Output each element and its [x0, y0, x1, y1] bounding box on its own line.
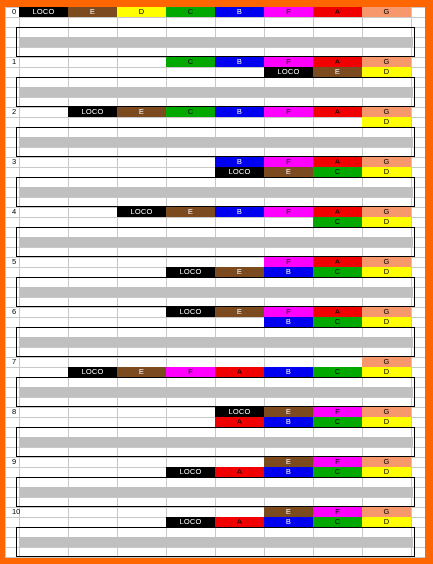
- wagon-cell-g[interactable]: G: [362, 57, 411, 67]
- column-gridline: [5, 7, 6, 558]
- wagon-cell-f[interactable]: F: [264, 257, 313, 267]
- wagon-cell-b[interactable]: B: [264, 317, 313, 327]
- wagon-cell-a[interactable]: A: [313, 57, 362, 67]
- step-number: 2: [12, 107, 17, 116]
- wagon-cell-c[interactable]: C: [166, 57, 215, 67]
- wagon-cell-f[interactable]: F: [264, 307, 313, 317]
- track-bar: [19, 187, 413, 197]
- wagon-cell-a[interactable]: A: [215, 467, 264, 477]
- wagon-cell-g[interactable]: G: [362, 207, 411, 217]
- wagon-cell-f[interactable]: F: [264, 7, 313, 17]
- wagon-cell-b[interactable]: B: [215, 157, 264, 167]
- wagon-cell-f[interactable]: F: [166, 367, 215, 377]
- wagon-cell-b[interactable]: B: [215, 57, 264, 67]
- wagon-cell-f[interactable]: F: [313, 457, 362, 467]
- wagon-cell-c[interactable]: C: [313, 167, 362, 177]
- wagon-cell-b[interactable]: B: [264, 367, 313, 377]
- wagon-cell-d[interactable]: D: [362, 417, 411, 427]
- step-number: 7: [12, 357, 17, 366]
- step-number: 1: [12, 57, 17, 66]
- track-bar: [19, 437, 413, 447]
- wagon-cell-f[interactable]: F: [313, 507, 362, 517]
- wagon-cell-b[interactable]: B: [215, 7, 264, 17]
- wagon-cell-a[interactable]: A: [313, 107, 362, 117]
- wagon-cell-e[interactable]: E: [68, 7, 117, 17]
- wagon-cell-g[interactable]: G: [362, 157, 411, 167]
- wagon-cell-c[interactable]: C: [313, 467, 362, 477]
- wagon-cell-a[interactable]: A: [215, 417, 264, 427]
- track-bar: [19, 487, 413, 497]
- wagon-cell-c[interactable]: C: [313, 317, 362, 327]
- wagon-cell-f[interactable]: F: [264, 157, 313, 167]
- step-number: 9: [12, 457, 17, 466]
- wagon-cell-e[interactable]: E: [117, 107, 166, 117]
- locomotive-cell[interactable]: LOCO: [68, 107, 117, 117]
- track-bar: [19, 87, 413, 97]
- wagon-cell-c[interactable]: C: [313, 367, 362, 377]
- locomotive-cell[interactable]: LOCO: [166, 267, 215, 277]
- wagon-cell-c[interactable]: C: [313, 267, 362, 277]
- locomotive-cell[interactable]: LOCO: [215, 407, 264, 417]
- locomotive-cell[interactable]: LOCO: [166, 307, 215, 317]
- wagon-cell-a[interactable]: A: [313, 157, 362, 167]
- wagon-cell-g[interactable]: G: [362, 307, 411, 317]
- locomotive-cell[interactable]: LOCO: [215, 167, 264, 177]
- wagon-cell-b[interactable]: B: [264, 517, 313, 527]
- wagon-cell-d[interactable]: D: [362, 367, 411, 377]
- wagon-cell-e[interactable]: E: [166, 207, 215, 217]
- track-bar: [19, 337, 413, 347]
- wagon-cell-f[interactable]: F: [264, 57, 313, 67]
- locomotive-cell[interactable]: LOCO: [166, 467, 215, 477]
- wagon-cell-b[interactable]: B: [264, 267, 313, 277]
- wagon-cell-f[interactable]: F: [264, 207, 313, 217]
- wagon-cell-g[interactable]: G: [362, 357, 411, 367]
- wagon-cell-e[interactable]: E: [264, 407, 313, 417]
- locomotive-cell[interactable]: LOCO: [264, 67, 313, 77]
- wagon-cell-d[interactable]: D: [362, 267, 411, 277]
- wagon-cell-c[interactable]: C: [166, 7, 215, 17]
- spreadsheet-sheet: [5, 7, 425, 558]
- wagon-cell-e[interactable]: E: [117, 367, 166, 377]
- wagon-cell-e[interactable]: E: [264, 507, 313, 517]
- wagon-cell-b[interactable]: B: [264, 467, 313, 477]
- wagon-cell-a[interactable]: A: [215, 517, 264, 527]
- wagon-cell-a[interactable]: A: [313, 207, 362, 217]
- track-bar: [19, 237, 413, 247]
- wagon-cell-d[interactable]: D: [362, 317, 411, 327]
- wagon-cell-b[interactable]: B: [264, 417, 313, 427]
- wagon-cell-d[interactable]: D: [362, 517, 411, 527]
- step-number: 5: [12, 257, 17, 266]
- wagon-cell-g[interactable]: G: [362, 407, 411, 417]
- wagon-cell-g[interactable]: G: [362, 257, 411, 267]
- track-bar: [19, 137, 413, 147]
- track-bar: [19, 37, 413, 47]
- step-number: 10: [12, 507, 21, 516]
- wagon-cell-c[interactable]: C: [313, 417, 362, 427]
- step-number: 6: [12, 307, 17, 316]
- step-number: 4: [12, 207, 17, 216]
- locomotive-cell[interactable]: LOCO: [68, 367, 117, 377]
- wagon-cell-g[interactable]: G: [362, 107, 411, 117]
- wagon-cell-g[interactable]: G: [362, 7, 411, 17]
- wagon-cell-b[interactable]: B: [215, 207, 264, 217]
- wagon-cell-d[interactable]: D: [362, 467, 411, 477]
- wagon-cell-c[interactable]: C: [313, 217, 362, 227]
- wagon-cell-e[interactable]: E: [215, 307, 264, 317]
- wagon-cell-f[interactable]: F: [264, 107, 313, 117]
- wagon-cell-a[interactable]: A: [313, 257, 362, 267]
- wagon-cell-g[interactable]: G: [362, 457, 411, 467]
- wagon-cell-b[interactable]: B: [215, 107, 264, 117]
- wagon-cell-d[interactable]: D: [362, 67, 411, 77]
- wagon-cell-a[interactable]: A: [215, 367, 264, 377]
- locomotive-cell[interactable]: LOCO: [117, 207, 166, 217]
- wagon-cell-d[interactable]: D: [117, 7, 166, 17]
- wagon-cell-e[interactable]: E: [264, 457, 313, 467]
- track-bar: [19, 387, 413, 397]
- wagon-cell-d[interactable]: D: [362, 167, 411, 177]
- wagon-cell-e[interactable]: E: [264, 167, 313, 177]
- locomotive-cell[interactable]: LOCO: [19, 7, 68, 17]
- wagon-cell-d[interactable]: D: [362, 117, 411, 127]
- wagon-cell-c[interactable]: C: [166, 107, 215, 117]
- step-number: 8: [12, 407, 17, 416]
- track-bar: [19, 537, 413, 547]
- wagon-cell-a[interactable]: A: [313, 7, 362, 17]
- locomotive-cell[interactable]: LOCO: [166, 517, 215, 527]
- wagon-cell-c[interactable]: C: [313, 517, 362, 527]
- track-bar: [19, 287, 413, 297]
- step-number: 0: [12, 7, 17, 16]
- wagon-cell-g[interactable]: G: [362, 507, 411, 517]
- wagon-cell-d[interactable]: D: [362, 217, 411, 227]
- wagon-cell-e[interactable]: E: [215, 267, 264, 277]
- wagon-cell-a[interactable]: A: [313, 307, 362, 317]
- wagon-cell-f[interactable]: F: [313, 407, 362, 417]
- wagon-cell-e[interactable]: E: [313, 67, 362, 77]
- step-number: 3: [12, 157, 17, 166]
